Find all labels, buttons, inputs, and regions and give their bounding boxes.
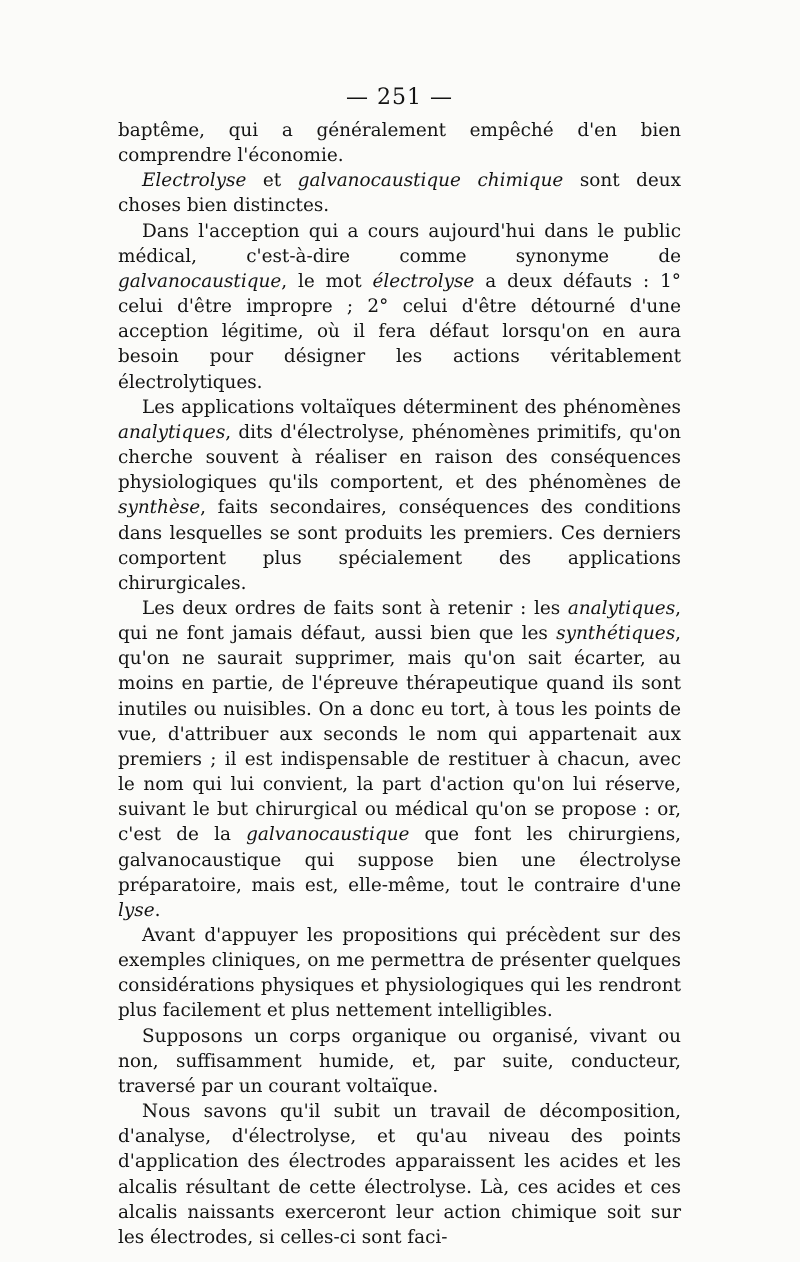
text-run: Dans l'acception qui a cours aujourd'hui dans le public médical, c'est-à-dire comme synonyme de [118, 220, 681, 267]
italic-term: galvanocaustique chimique [297, 170, 564, 192]
paragraph [118, 219, 681, 395]
text-run: et [246, 170, 298, 192]
text-run: . [154, 899, 161, 921]
text-run: Avant d'appuyer les propositions qui précèdent sur des exemples cliniques, on me permettra de présenter quelques considérations physiques et physiologiques qui les rendront plus facilement et plus nettement intelligibles. [118, 925, 681, 1022]
text-run: , qu'on ne saurait supprimer, mais qu'on sait écarter, au moins en partie, de l'épreuve thérapeutique quand ils sont inutiles ou nuisibles. On a donc eu tort, à tous les points de vue, d'attribuer aux seconds le nom qui appartenait aux premiers ; il est indispensable de restituer à chacun, avec le nom qui lui convient, la part d'action qu'on lui réserve, suivant le but chirurgical ou médical qu'on se propose : or, c'est de la [118, 623, 681, 846]
text-run: Supposons un corps organique ou organisé, vivant ou non, suffisamment humide, et, par suite, conducteur, traversé par un courant voltaïque. [118, 1025, 681, 1097]
text-run: , faits secondaires, conséquences des conditions dans lesquelles se sont produits les premiers. Ces derniers comportent plus spécialement des applications chirurgicales. [118, 497, 681, 594]
paragraph [118, 168, 681, 218]
italic-term: synthétiques [556, 623, 676, 645]
text-run: Les deux ordres de faits sont à retenir : les [142, 597, 568, 619]
italic-term: électrolyse [372, 270, 475, 292]
text-run: , le mot [281, 270, 373, 292]
italic-term: galvanocaustique [246, 824, 410, 846]
paragraph [118, 596, 681, 923]
paragraph [118, 923, 681, 1024]
italic-term: lyse [118, 899, 155, 921]
page-number: — 251 — [346, 85, 453, 110]
text-run: , dits d'électrolyse, phénomènes primitifs, qu'on cherche souvent à réaliser en raison des conséquences physiologiques qu'ils comportent, et des phénomènes de [118, 421, 681, 494]
text-run: baptême, qui a généralement empêché d'en bien comprendre l'économie. [118, 120, 681, 167]
paragraph [118, 118, 681, 168]
body-text [118, 118, 681, 1250]
paragraph [118, 395, 681, 596]
text-run: a deux défauts : 1° celui d'être impropre ; 2° celui d'être détourné d'une acception légitime, où il fera défaut lorsqu'on en aura besoin pour désigner les actions véritablement électrolytiques. [118, 270, 681, 393]
italic-term: synthèse [118, 497, 201, 519]
paragraph [118, 1099, 681, 1250]
paragraph [118, 1024, 681, 1099]
text-run: Nous savons qu'il subit un travail de décomposition, d'analyse, d'électrolyse, et qu'au niveau des points d'application des électrodes apparaissent les acides et les alcalis résultant de cette électrolyse. Là, ces acides et ces alcalis naissants exerceront leur action chimique soit sur les électrodes, si celles-ci sont faci- [118, 1101, 681, 1248]
text-run: sont deux choses bien distinctes. [118, 170, 682, 217]
book-page [118, 84, 681, 1250]
text-run: , qui ne font jamais défaut, aussi bien que les [118, 597, 681, 645]
italic-term: analytiques [567, 597, 676, 619]
italic-term: galvanocaustique [118, 270, 282, 292]
italic-term: analytiques [118, 421, 226, 443]
italic-term: Electrolyse [142, 170, 247, 192]
text-run: que font les chirurgiens, galvanocaustique qui suppose bien une électrolyse préparatoire, mais est, elle-même, tout le contraire d'une [118, 824, 682, 896]
text-run: Les applications voltaïques déterminent des phénomènes [142, 396, 681, 418]
